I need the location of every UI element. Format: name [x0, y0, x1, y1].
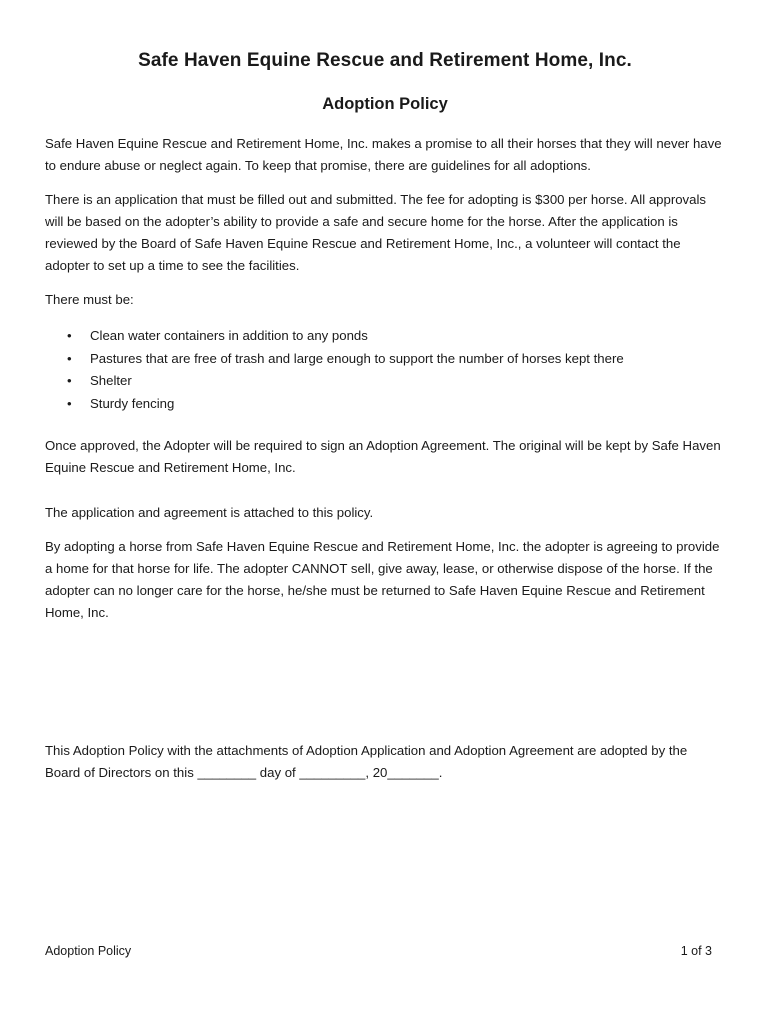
requirements-list: [45, 325, 725, 415]
list-item-text: Shelter: [90, 373, 132, 388]
requirements-lead: There must be:: [45, 292, 134, 307]
commitment-paragraph: By adopting a horse from Safe Haven Equine Rescue and Retirement Home, Inc. the adopter is agreeing to provide a home for that horse for life. The adopter CANNOT sell, give away, lease, or otherwise dispose of the horse. If the adopter can no longer care for the horse, he/she must be returned to Safe Haven Equine Rescue and Retirement Home, Inc.: [45, 539, 720, 620]
bullet-icon: •: [67, 373, 72, 388]
list-item-text: Clean water containers in addition to any ponds: [90, 328, 368, 343]
intro-paragraph: Safe Haven Equine Rescue and Retirement Home, Inc. makes a promise to all their horses that they will never have to endure abuse or neglect again. To keep that promise, there are guidelines for all adoptions.: [45, 136, 722, 173]
list-item: [45, 348, 725, 371]
footer-document-name: Adoption Policy: [45, 944, 132, 958]
bullet-icon: •: [67, 328, 72, 343]
bullet-icon: •: [67, 350, 72, 366]
application-paragraph: There is an application that must be filled out and submitted. The fee for adopting is $300 per horse. All approvals will be based on the adopter’s ability to provide a safe and secure home for the horse. After the application is reviewed by the Board of Safe Haven Equine Rescue and Retirement Home, Inc., a volunteer will contact the adopter to set up a time to see the facilities.: [45, 192, 706, 273]
agreement-paragraph: Once approved, the Adopter will be required to sign an Adoption Agreement. The original will be kept by Safe Haven Equine Rescue and Retirement Home, Inc.: [45, 438, 721, 475]
document-subtitle: Adoption Policy: [322, 95, 448, 113]
list-item: [45, 393, 725, 416]
list-item-text: Pastures that are free of trash and large enough to support the number of horses kept there: [90, 350, 624, 366]
bullet-icon: •: [67, 395, 72, 411]
adoption-statement: This Adoption Policy with the attachments of Adoption Application and Adoption Agreement are adopted by the Board of Directors on this ________ day of _________, 20_______.: [45, 743, 688, 780]
footer-page-number: 1 of 3: [680, 944, 712, 958]
list-item: [45, 370, 725, 393]
document-title: Safe Haven Equine Rescue and Retirement Home, Inc.: [138, 50, 632, 71]
list-item-text: Sturdy fencing: [90, 395, 175, 411]
attached-paragraph: The application and agreement is attached to this policy.: [45, 505, 374, 520]
list-item: [45, 325, 725, 348]
